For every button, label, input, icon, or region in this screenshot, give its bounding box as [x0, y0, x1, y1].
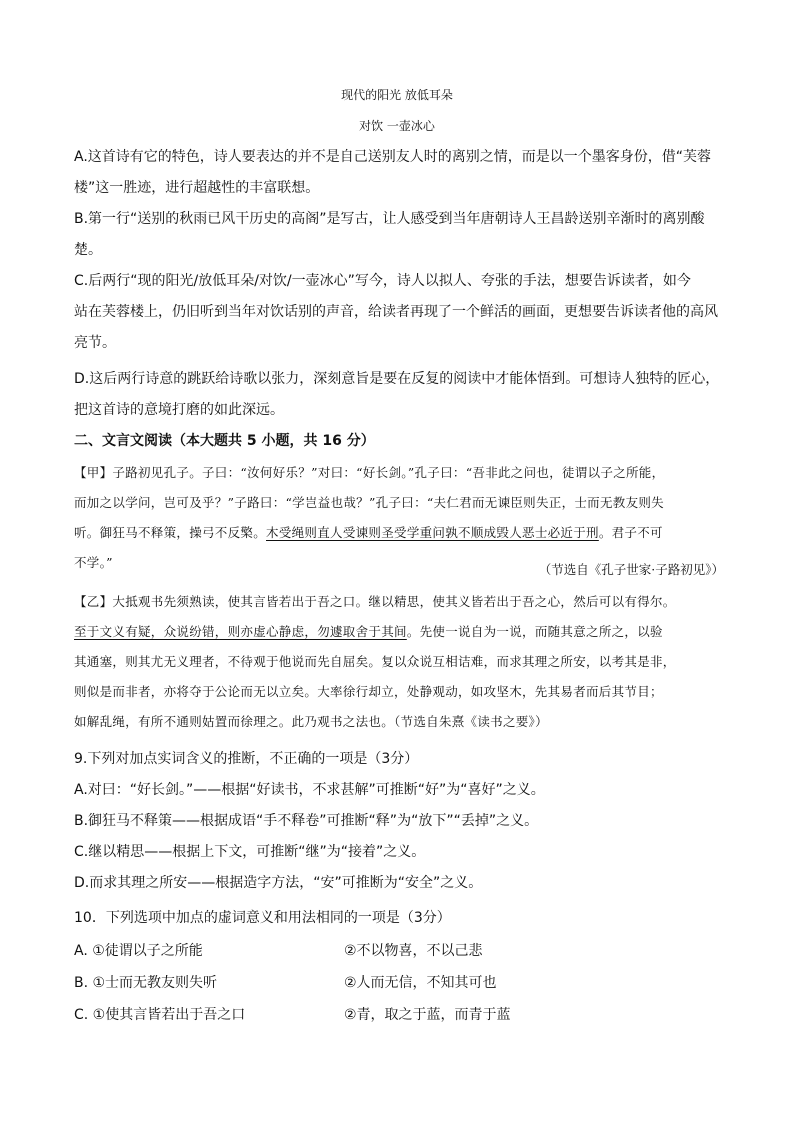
- q8-option-d-line-2: 把这首诗的意境打磨的如此深远。: [74, 402, 284, 418]
- question-9: [74, 744, 724, 899]
- passage-yi-line-2: [74, 617, 734, 647]
- passage-yi: [74, 587, 734, 737]
- q8-option-d-line-1: D.这后两行诗意的跳跃给诗歌以张力，深刻意旨是要在反复的阅读中才能体悟到。可想诗人独特的匠心，: [74, 371, 720, 387]
- passage-jia-line-4: 不学。”: [74, 555, 113, 570]
- poem-line-1: 现代的阳光 放低耳朵: [341, 88, 453, 102]
- passage-jia-line-2: 而加之以学问，岂可及乎？”子路曰：“学岂益也哉？”孔子曰：“夫仁君而无谏臣则失正，士而无教友则失: [74, 495, 664, 510]
- q8-option-c-line-1: C.后两行“现的阳光/放低耳朵/对饮/一壶冰心”写今，诗人以拟人、夸张的手法，想要告诉读者，如今: [74, 273, 691, 289]
- q8-option-d: [74, 364, 724, 426]
- question-9-option-a: A.对曰：“好长剑。”——根据“好读书，不求甚解”可推断“好”为“喜好”之义。: [74, 782, 545, 798]
- passage-jia-line-3-start: 听。御狂马不释策，操弓不反檠。: [74, 525, 267, 540]
- passage-jia-source: （节选自《孔子世家·子路初见》）: [538, 562, 724, 577]
- passage-jia-line-1: 【甲】子路初见孔子。子曰：“汝何好乐？”对曰：“好长剑。”孔子曰：“吾非此之问也，徒谓以子之所能，: [74, 465, 665, 480]
- passage-yi-line-2-end: 。先使一说自为一说，而随其意之所之，以验: [406, 624, 663, 639]
- section-2-heading: 二、文言文阅读（本大题共 5 小题，共 16 分）: [74, 433, 375, 449]
- question-10-option-a-right: ②不以物喜，不以己悲: [344, 943, 483, 959]
- underlined-sentence-yi: 至于文义有疑，众说纷错，则亦虚心静虑，勿遽取舍于其间: [74, 624, 407, 639]
- q8-option-b-line-1: B.第一行“送别的秋雨已风干历史的高阁”是写古，让人感受到当年唐朝诗人王昌龄送别辛渐时的离别酸: [74, 211, 705, 227]
- question-10-option-b-left: B. ①士而无教友则失听: [74, 975, 218, 991]
- question-10-option-a-left: A. ①徒谓以子之所能: [74, 943, 203, 959]
- question-10-option-b: [74, 968, 724, 998]
- question-9-stem: 9.下列对加点实词含义的推断，不正确的一项是（3分）: [74, 751, 419, 767]
- passage-yi-line-4: 则似是而非者，亦将夺于公论而无以立矣。大率徐行却立，处静观动，如攻坚木，先其易者而后其节目；: [74, 684, 663, 699]
- q8-option-a: [74, 142, 724, 204]
- poem-line-2: 对饮 一壶冰心: [359, 119, 435, 133]
- question-10-option-c-left: C. ①使其言皆若出于吾之口: [74, 1007, 246, 1023]
- passage-jia-line-3: [74, 518, 734, 548]
- question-10-option-c-right: ②青，取之于蓝，而青于蓝: [344, 1007, 511, 1023]
- passage-yi-line-1: 【乙】大抵观书先须熟读，使其言皆若出于吾之口。继以精思，使其义皆若出于吾之心，然后可以有得尔。: [74, 594, 676, 609]
- question-9-option-d: D.而求其理之所安——根据造字方法，“安”可推断为“安全”之义。: [74, 875, 483, 891]
- q8-option-a-line-2: 楼”这一胜迹，进行超越性的丰富联想。: [74, 180, 320, 196]
- q8-option-c-line-3: 亮节。: [74, 335, 116, 351]
- question-9-option-c: C.继以精思——根据上下文，可推断“继”为“接着”之义。: [74, 844, 426, 860]
- question-9-option-b: B.御狂马不释策——根据成语“手不释卷”可推断“释”为“放下”“丢掉”之义。: [74, 813, 539, 829]
- question-10-option-a: [74, 936, 724, 966]
- q8-option-c-line-2: 站在芙蓉楼上，仍旧听到当年对饮话别的声音，给读者再现了一个鲜活的画面，更想要告诉读者他的高风: [74, 304, 718, 320]
- q8-option-b: [74, 204, 724, 266]
- underlined-sentence-jia: 木受绳则直人受谏则圣受学重问孰不顺成毁人恶士必近于刑: [266, 525, 599, 540]
- q8-option-c: [74, 266, 724, 359]
- passage-yi-line-5: 如解乱绳，有所不通则姑置而徐理之。此乃观书之法也。（节选自朱熹《读书之要》）: [74, 714, 548, 729]
- passage-yi-line-3: 其通塞，则其尤无义理者，不待观于他说而先自屈矣。复以众说互相诘难，而求其理之所安，以考其是非，: [74, 654, 676, 669]
- question-10-option-c: [74, 1000, 724, 1030]
- q8-option-a-line-1: A.这首诗有它的特色，诗人要表达的并不是自己送别友人时的离别之情，而是以一个墨客身份，借“芙蓉: [74, 149, 712, 165]
- question-10-stem: 10．下列选项中加点的虚词意义和用法相同的一项是（3分）: [74, 910, 451, 926]
- question-10-option-b-right: ②人而无信，不知其可也: [344, 975, 497, 991]
- passage-jia-line-3-end: 。君子不可: [598, 525, 663, 540]
- q8-option-b-line-2: 楚。: [74, 242, 102, 258]
